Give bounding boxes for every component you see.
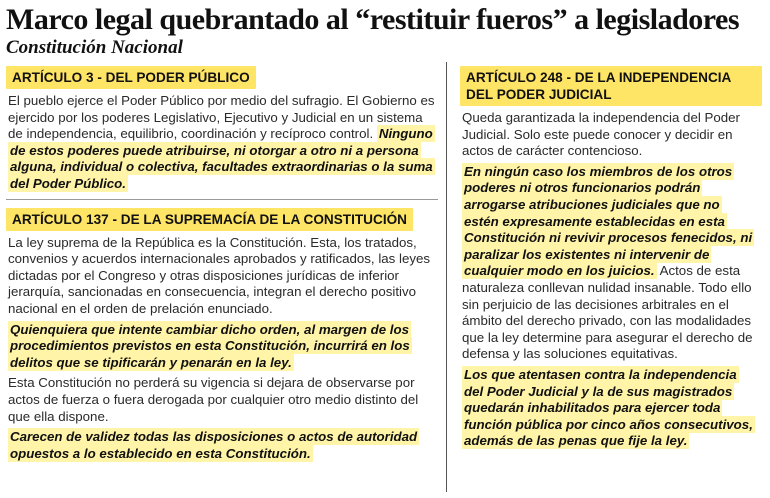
page-title: Marco legal quebrantado al “restituir fueros” a legisladores	[6, 3, 740, 36]
article-248-body-2	[460, 164, 760, 363]
article-248	[460, 66, 760, 450]
article-3-text: El pueblo ejerce el Poder Público por medio del sufragio. El Gobierno es ejercido por los poderes Legislativo, Ejecutivo y Judicial en un sistema de independencia, equilibrio, coordinación y recíproco control.	[8, 93, 435, 142]
article-248-text-1: Queda garantizada la independencia del Poder Judicial. Solo este puede conocer y decidir en actos de carácter contencioso.	[462, 110, 740, 159]
article-137-text-1: La ley suprema de la República es la Constitución. Esta, los tratados, convenios y acuerdos internacionales aprobados y ratificados, las leyes dictadas por el Congreso y otras disposiciones jurídicas de inferior jerarquía, sancionadas en consecuencia, integran el derecho positivo nacional en el orden de prelación enunciado.	[8, 234, 431, 316]
article-3-heading: ARTÍCULO 3 - DEL PODER PÚBLICO	[6, 66, 256, 89]
article-137-emphasis-2: Carecen de validez todas las disposiciones o actos de autoridad opuestos a lo establecido en esta Constitución.	[10, 429, 418, 461]
page-subtitle: Constitución Nacional	[6, 37, 183, 58]
article-248-emphasis-1: En ningún caso los miembros de los otros poderes ni otros funcionarios podrán arrogarse atribuciones judiciales que no estén expresamente establecidas en esta Constitución ni revivir procesos fenecidos, ni paralizar los existentes ni intervenir de cualquier modo en los juicios.	[464, 163, 753, 279]
article-137-emphasis-2-wrap	[6, 429, 438, 462]
column-divider	[446, 62, 447, 492]
article-137-emphasis-1: Quienquiera que intente cambiar dicho orden, al margen de los procedimientos previstos en esta Constitución, incurrirá en los delitos que se tipificarán y penarán en la ley.	[10, 321, 410, 370]
article-137-emphasis-1-wrap	[6, 322, 438, 372]
article-3-body	[6, 93, 438, 193]
article-137-heading: ARTÍCULO 137 - DE LA SUPREMACÍA DE LA CONSTITUCIÓN	[6, 208, 413, 231]
left-column	[6, 66, 438, 466]
section-separator	[6, 199, 438, 200]
article-3-emphasis: Ninguno de estos poderes puede atribuirse, ni otorgar a otro ni a persona alguna, individual o colectiva, facultades extraordinarias o la suma del Poder Público.	[10, 126, 433, 191]
article-248-text-2: Actos de esta naturaleza conllevan nulidad insanable. Todo ello sin perjuicio de las decisiones arbitrales en el ámbito del derecho privado, con las modalidades que la ley determine para asegurar el derecho de defensa y las soluciones equitativas.	[462, 263, 753, 362]
right-column	[460, 66, 760, 454]
article-137-text-2: Esta Constitución no perderá su vigencia si dejara de observarse por actos de fuerza o fuera derogada por cualquier otro medio distinto del que ella dispone.	[8, 375, 419, 424]
article-248-emphasis-2: Los que atentasen contra la independencia del Poder Judicial y la de sus magistrados quedarán inhabilitados para ejercer toda función pública por cinco años consecutivos, además de las penas que fije la ley.	[464, 366, 753, 449]
article-248-emphasis-2-wrap	[460, 367, 760, 450]
article-248-heading: ARTÍCULO 248 - DE LA INDEPENDENCIA DEL PODER JUDICIAL	[460, 66, 762, 106]
header	[6, 3, 766, 59]
article-3	[6, 66, 438, 193]
article-137	[6, 208, 438, 463]
